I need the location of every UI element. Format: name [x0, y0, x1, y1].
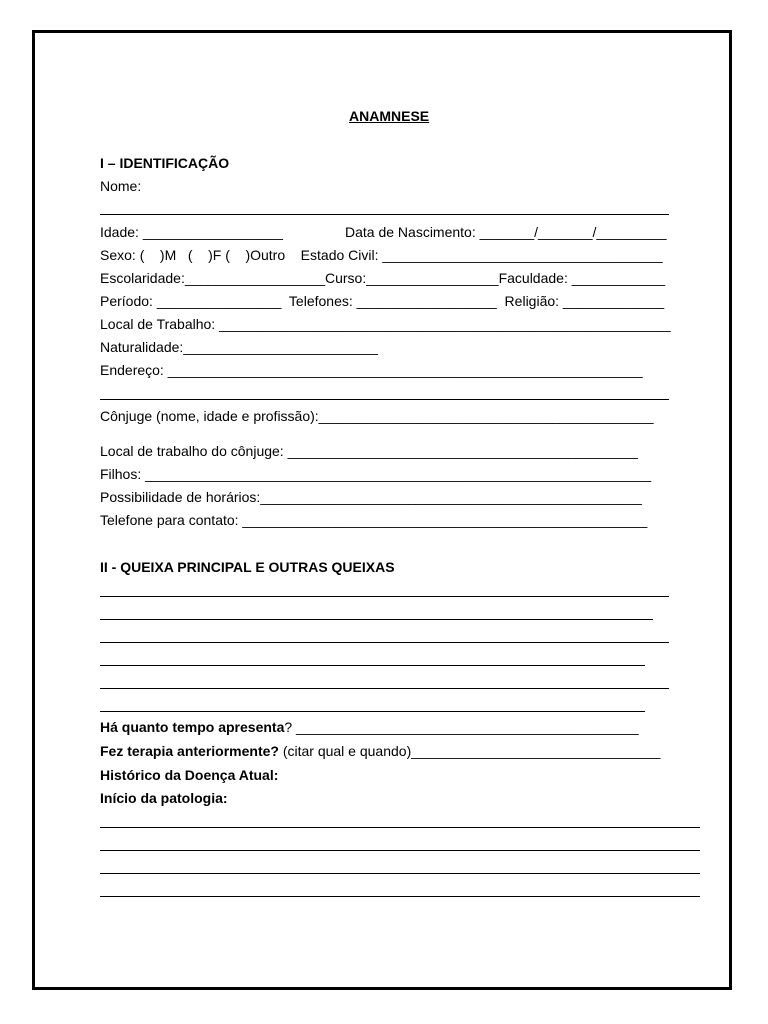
- page-border: [32, 30, 732, 990]
- section-queixa-heading: II - QUEIXA PRINCIPAL E OUTRAS QUEIXAS: [100, 559, 395, 575]
- inicio-line-2[interactable]: [100, 850, 700, 851]
- endereco-field[interactable]: Endereço: _____________________________________________________________: [100, 362, 643, 378]
- idade-field[interactable]: Idade: __________________: [100, 224, 283, 240]
- ha-quanto-tempo-field[interactable]: [100, 719, 639, 735]
- ha-quanto-tempo-blank: ? ____________________________________________: [284, 719, 639, 735]
- periodo-field[interactable]: Período: ________________ Telefones: __________________ Religião: _____________: [100, 293, 665, 309]
- queixa-line-5[interactable]: [100, 688, 669, 689]
- page-title: ANAMNESE: [349, 108, 430, 124]
- naturalidade-field[interactable]: Naturalidade:_________________________: [100, 339, 378, 355]
- endereco-line-2[interactable]: [100, 399, 669, 400]
- queixa-line-1[interactable]: [100, 596, 669, 597]
- nome-label: Nome:: [100, 178, 142, 194]
- queixa-line-2[interactable]: [100, 619, 653, 620]
- fez-terapia-blank: (citar qual e quando)________________________________: [278, 743, 661, 759]
- data-nascimento-field[interactable]: Data de Nascimento: _______/_______/_________: [345, 224, 667, 240]
- local-trabalho-field[interactable]: Local de Trabalho: __________________________________________________________: [100, 316, 671, 332]
- horarios-field[interactable]: Possibilidade de horários:_________________________________________________: [100, 489, 642, 505]
- telefone-contato-field[interactable]: Telefone para contato: ____________________________________________________: [100, 512, 648, 528]
- inicio-patologia-label: Início da patologia:: [100, 790, 228, 806]
- queixa-line-6[interactable]: [100, 711, 645, 712]
- filhos-field[interactable]: Filhos: _________________________________________________________________: [100, 466, 652, 482]
- queixa-line-3[interactable]: [100, 642, 669, 643]
- inicio-line-4[interactable]: [100, 896, 700, 897]
- fez-terapia-label: Fez terapia anteriormente?: [100, 743, 279, 759]
- local-trabalho-conjuge-field[interactable]: Local de trabalho do cônjuge: _____________________________________________: [100, 443, 638, 459]
- ha-quanto-tempo-label: Há quanto tempo apresenta: [100, 719, 285, 735]
- escolaridade-field[interactable]: Escolaridade:__________________Curso:_________________Faculdade: ____________: [100, 270, 666, 286]
- inicio-line-3[interactable]: [100, 873, 700, 874]
- inicio-line-1[interactable]: [100, 827, 700, 828]
- sexo-estado-civil-field[interactable]: Sexo: ( )M ( )F ( )Outro Estado Civil: ____________________________________: [100, 247, 663, 263]
- conjuge-field[interactable]: Cônjuge (nome, idade e profissão):___________________________________________: [100, 408, 654, 424]
- section-identificacao-heading: I – IDENTIFICAÇÃO: [100, 155, 230, 171]
- fez-terapia-field[interactable]: [100, 743, 660, 759]
- nome-line[interactable]: [100, 214, 669, 215]
- queixa-line-4[interactable]: [100, 665, 645, 666]
- historico-label: Histórico da Doença Atual:: [100, 767, 279, 783]
